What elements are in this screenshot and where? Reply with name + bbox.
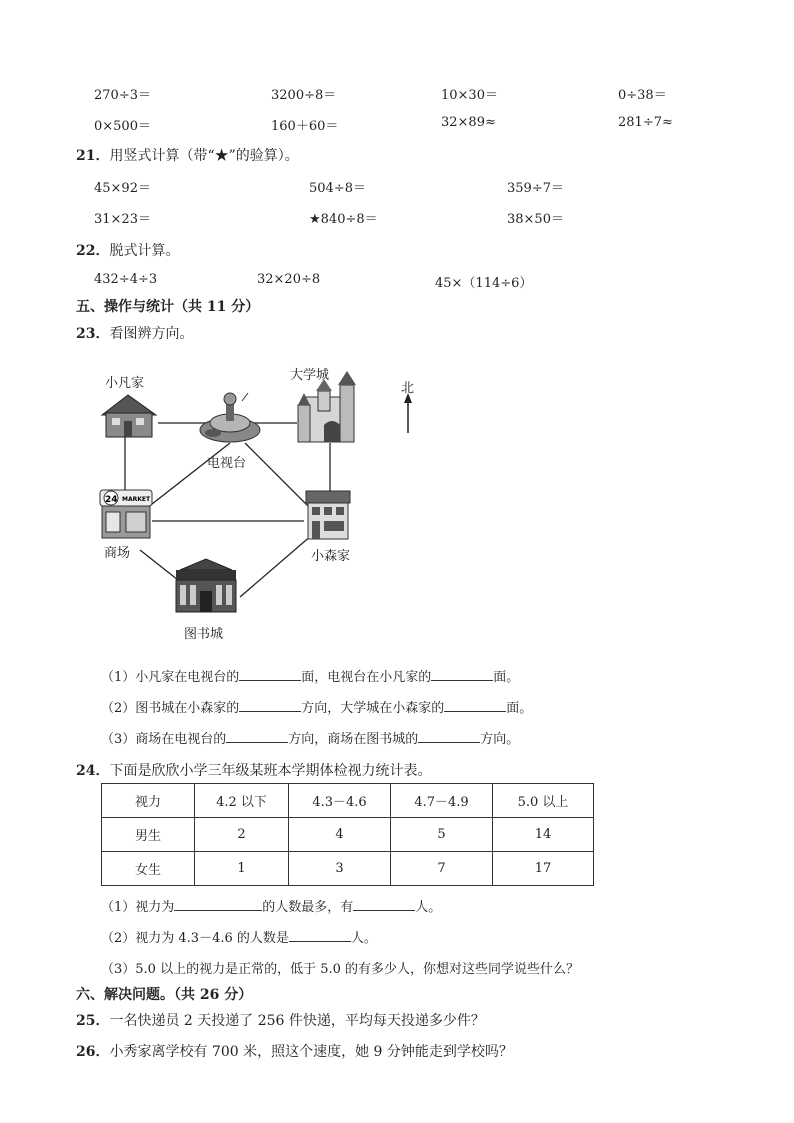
tv-station-icon [200,393,260,442]
table-header: 4.3－4.6 [289,784,391,818]
q23-title: 23．看图辨方向。 [76,326,194,342]
q23-s3: （3）商场在电视台的 方向，商场在图书城的 方向。 [101,732,520,747]
q24-s3: （3）5.0 以上的视力是正常的，低于 5.0 的有多少人，你想对这些同学说些什么？ [101,962,580,977]
answer-blank[interactable] [418,730,480,743]
section-6-heading: 六、解决问题。（共 26 分） [76,987,253,1003]
label-xiaosen: 小森家 [311,549,351,564]
table-cell: 男生 [102,818,195,852]
table-header: 5.0 以上 [493,784,594,818]
calc-r2-3: 32×89≈ [441,115,496,130]
q24-s1: （1）视力为 的人数最多，有 人。 [101,900,442,915]
q21-item: 504÷8＝ [309,181,366,196]
answer-blank[interactable] [353,898,415,911]
q21-item: 31×23＝ [94,212,151,227]
answer-blank[interactable] [174,898,262,911]
calc-r2-1: 0×500＝ [94,119,151,134]
answer-blank[interactable] [444,699,506,712]
calc-r1-4: 0÷38＝ [618,88,667,103]
answer-blank[interactable] [226,730,288,743]
q22-item: 432÷4÷3 [94,272,158,287]
label-xiaofan: 小凡家 [105,376,145,391]
shop-house-icon [306,491,350,539]
q21-item: 38×50＝ [507,212,564,227]
q26: 26．小秀家离学校有 700 米，照这个速度，她 9 分钟能走到学校吗？ [76,1044,513,1060]
table-cell: 4 [289,818,391,852]
q21-title: 21．用竖式计算（带“★”的验算）。 [76,148,299,164]
map-lines [90,355,470,650]
table-header-row [102,784,594,818]
table-header: 4.2 以下 [195,784,289,818]
q24-s2: （2）视力为 4.3－4.6 的人数是 人。 [101,931,377,946]
table-row [102,852,594,886]
table-cell: 女生 [102,852,195,886]
answer-blank[interactable] [289,929,351,942]
table-cell: 17 [493,852,594,886]
library-icon [176,559,236,612]
table-cell: 7 [391,852,493,886]
market-number: 24 [105,495,118,505]
table-cell: 2 [195,818,289,852]
q22-item: 45×（114÷6） [435,276,533,291]
table-cell: 3 [289,852,391,886]
table-header: 视力 [102,784,195,818]
house-icon [102,395,156,437]
table-row [102,818,594,852]
q21-item: ★840÷8＝ [309,212,378,227]
answer-blank[interactable] [431,668,493,681]
calc-r2-2: 160＋60＝ [271,119,339,134]
calc-r2-4: 281÷7≈ [618,115,673,130]
q22-item: 32×20÷8 [257,272,321,287]
q21-item: 359÷7＝ [507,181,564,196]
table-header: 4.7－4.9 [391,784,493,818]
answer-blank[interactable] [239,699,301,712]
label-daxue: 大学城 [290,368,330,383]
table-cell: 14 [493,818,594,852]
calc-r1-3: 10×30＝ [441,88,498,103]
vision-table [101,783,594,886]
answer-blank[interactable] [239,668,301,681]
q23-s1: （1）小凡家在电视台的 面，电视台在小凡家的 面。 [101,670,520,685]
q25: 25．一名快递员 2 天投递了 256 件快递，平均每天投递多少件？ [76,1013,485,1029]
label-north: 北 [401,381,415,396]
calc-r1-2: 3200÷8＝ [271,88,337,103]
direction-map [90,355,470,650]
q21-item: 45×92＝ [94,181,151,196]
q23-s2: （2）图书城在小森家的 方向，大学城在小森家的 面。 [101,701,533,716]
q22-title: 22．脱式计算。 [76,243,180,259]
calc-r1-1: 270÷3＝ [94,88,151,103]
label-tv: 电视台 [207,456,247,471]
table-cell: 5 [391,818,493,852]
q24-title: 24．下面是欣欣小学三年级某班本学期体检视力统计表。 [76,763,432,779]
section-5-heading: 五、操作与统计（共 11 分） [76,299,260,315]
table-cell: 1 [195,852,289,886]
label-mall: 商场 [104,546,131,561]
label-library: 图书城 [184,627,224,642]
market-sign: MARKET [122,496,151,503]
